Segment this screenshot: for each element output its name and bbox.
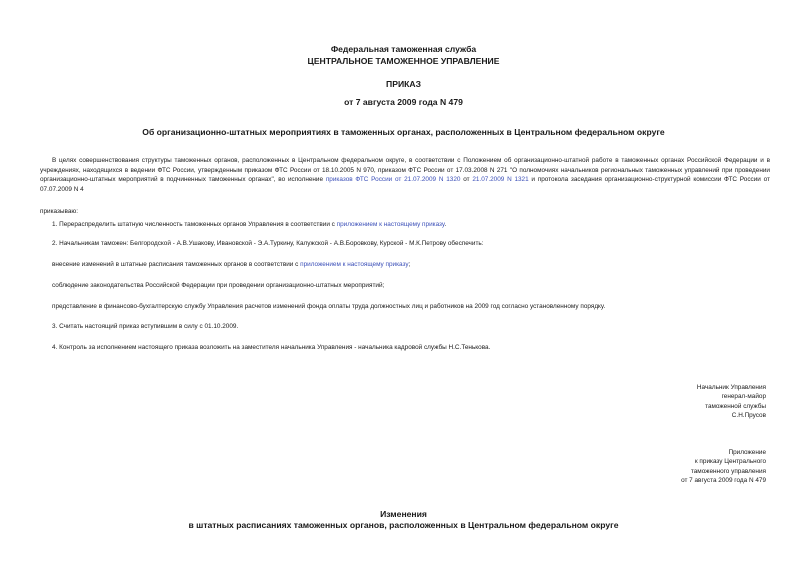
- item-2a: [52, 260, 782, 270]
- agency-name: Федеральная таможенная служба: [330, 44, 477, 54]
- signature-line-3: таможенной службы: [705, 402, 766, 410]
- appendix-block: [681, 448, 766, 486]
- preamble-text: В целях совершенствования структуры таможенных органов, расположенных в Центральном федеральном округе, в соответствии с Положением об организационно-штатной работе в таможенных органах Российской Федерации и в учреждениях, находящихся в ведении ФТС России, утвержденным приказом ФТС России от 18.10.2005 N 970, приказом ФТС России от 17.03.2008 N 271 "О полномочиях начальников региональных таможенных управлений при проведении организационно-штатных мероприятий в подчиненных таможенных органах", во исполнение: [40, 157, 770, 184]
- order-1320-link[interactable]: приказов ФТС России от 21.07.2009 N 1320: [325, 176, 461, 184]
- document-type: ПРИКАЗ: [386, 79, 421, 89]
- signature-block: [697, 383, 766, 421]
- item-2c: представление в финансово-бухгалтерскую службу Управления расчетов изменений фонда оплаты труда должностных лиц и работников на 2009 год согласно установленному порядку.: [52, 303, 606, 310]
- department-name: ЦЕНТРАЛЬНОЕ ТАМОЖЕННОЕ УПРАВЛЕНИЕ: [307, 56, 500, 66]
- appendix-line-1: Приложение: [728, 449, 766, 456]
- signature-name: С.Н.Прусов: [731, 412, 766, 420]
- document-date: от 7 августа 2009 года N 479: [344, 97, 463, 107]
- appendix-line-3: таможенного управления: [690, 467, 766, 475]
- item-1: [52, 220, 782, 230]
- signature-line-1: Начальник Управления: [696, 384, 766, 391]
- preamble-and: от: [460, 176, 473, 184]
- item-4: 4. Контроль за исполнением настоящего приказа возложить на заместителя начальника Управления - начальника кадровой службы Н.С.Тенькова.: [52, 344, 491, 351]
- appendix-link-2[interactable]: приложением к настоящему приказу: [300, 261, 409, 268]
- signature-line-2: генерал-майор: [721, 393, 766, 401]
- appendix-line-2: к приказу Центрального: [694, 458, 766, 466]
- document-title: Об организационно-штатных мероприятиях в таможенных органах, расположенных в Центральном федеральном округе: [142, 127, 665, 137]
- changes-title: Изменения: [380, 509, 427, 519]
- preamble-paragraph: [40, 156, 770, 194]
- item-1-end: .: [444, 221, 447, 228]
- order-word: приказываю:: [40, 208, 78, 215]
- item-3: 3. Считать настоящий приказ вступившим в силу с 01.10.2009.: [52, 323, 239, 330]
- appendix-link-1[interactable]: приложением к настоящему приказу: [336, 221, 445, 228]
- item-2: 2. Начальникам таможен: Белгородской - А.В.Ушакову, Ивановской - Э.А.Туркину, Калужской - А.В.Боровкову, Курской - М.К.Петрову обеспечить:: [52, 240, 484, 247]
- item-2a-end: ;: [408, 261, 411, 268]
- preamble-tail: и протокола заседания организационно-структурной комиссии ФТС России от 07.07.2009 N 4: [40, 176, 770, 193]
- changes-subtitle: в штатных расписаниях таможенных органов, расположенных в Центральном федеральном округе: [188, 520, 619, 530]
- item-2a-text: внесение изменений в штатные расписания таможенных органов в соответствии с: [52, 261, 301, 268]
- order-1321-link[interactable]: 21.07.2009 N 1321: [472, 176, 529, 184]
- appendix-line-4: от 7 августа 2009 года N 479: [681, 477, 766, 485]
- item-1-text: 1. Перераспределить штатную численность таможенных органов Управления в соответствии с: [52, 221, 337, 228]
- item-2b: соблюдение законодательства Российской Федерации при проведении организационно-штатных мероприятий;: [52, 282, 385, 289]
